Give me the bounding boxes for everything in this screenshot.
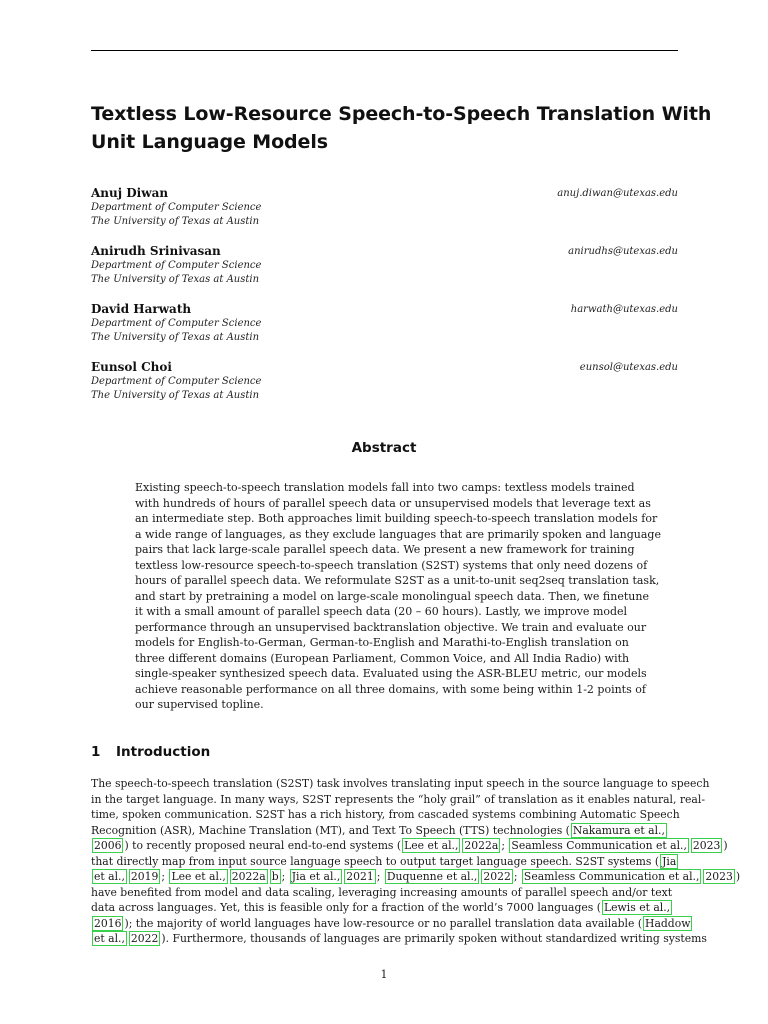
text-run: ): [735, 870, 741, 883]
text-run: ;: [501, 839, 509, 852]
author-block-2: [91, 244, 678, 287]
abstract-heading: Abstract: [351, 440, 417, 456]
abstract-line: our supervised topline.: [135, 698, 264, 711]
author-email[interactable]: anuj.diwan@utexas.edu: [557, 188, 678, 199]
abstract-line: and start by pretraining a model on large-scale monolingual speech data. Then, we finetune: [135, 589, 649, 603]
abstract-line: achieve reasonable performance on all three domains, with some being within 1-2 points of: [135, 682, 646, 696]
author-email[interactable]: harwath@utexas.edu: [570, 304, 678, 315]
intro-line: [91, 916, 691, 932]
intro-line: [91, 823, 681, 839]
abstract-line: performance through an unsupervised backtranslation objective. We train and evaluate our: [135, 620, 647, 634]
intro-line: [91, 869, 741, 885]
text-run: ): [723, 839, 728, 852]
citation-link[interactable]: 2023: [705, 870, 733, 883]
author-block-4: [91, 360, 678, 403]
text-run: ;: [161, 870, 169, 883]
author-department: Department of Computer Science: [91, 260, 262, 271]
citation-link[interactable]: 2022: [130, 932, 159, 945]
author-university: The University of Texas at Austin: [91, 390, 260, 401]
title-line-1: Textless Low-Resource Speech-to-Speech Translation With: [91, 103, 712, 125]
citation-link[interactable]: 2022a: [231, 870, 266, 883]
intro-line: The speech-to-speech translation (S2ST) task involves translating input speech in the source language to speech: [91, 777, 710, 790]
text-run: Recognition (ASR), Machine Translation (MT), and Text To Speech (TTS) technologies (: [91, 823, 570, 837]
author-email[interactable]: eunsol@utexas.edu: [579, 362, 678, 373]
author-name: David Harwath: [91, 302, 192, 316]
author-block-3: [91, 302, 678, 345]
citation-link[interactable]: Haddow: [645, 916, 691, 930]
author-block-1: [91, 186, 678, 229]
citation-link[interactable]: Duquenne et al.,: [386, 870, 478, 883]
citation-link[interactable]: 2016: [94, 916, 122, 930]
title-line-2: Unit Language Models: [91, 131, 328, 153]
citation-link[interactable]: Lee et al.,: [404, 839, 459, 852]
citation-link[interactable]: 2022: [483, 870, 511, 883]
author-university: The University of Texas at Austin: [91, 274, 260, 285]
citation-link[interactable]: Lee et al.,: [171, 870, 226, 883]
author-name: Anirudh Srinivasan: [91, 244, 221, 258]
text-run: ;: [281, 870, 289, 883]
author-university: The University of Texas at Austin: [91, 332, 260, 343]
author-department: Department of Computer Science: [91, 376, 262, 387]
abstract-line: a wide range of languages, as they exclude languages that are primarily spoken and language: [135, 527, 661, 541]
author-department: Department of Computer Science: [91, 202, 262, 213]
intro-line: time, spoken communication. S2ST has a rich history, from cascaded systems combining Automatic Speech: [91, 808, 680, 821]
text-run: ). Furthermore, thousands of languages are primarily spoken without standardized writing systems: [161, 932, 707, 945]
page-number: 1: [380, 968, 388, 981]
text-run: ) to recently proposed neural end-to-end systems (: [124, 839, 402, 852]
abstract-line: with hundreds of hours of parallel speech data or unsupervised models that leverage text as: [135, 496, 651, 510]
text-run: ); the majority of world languages have low-resource or no parallel translation data available (: [124, 916, 643, 930]
intro-line: [91, 900, 681, 916]
abstract-line: it with a small amount of parallel speech data (20 – 60 hours). Lastly, we improve model: [135, 605, 628, 618]
author-department: Department of Computer Science: [91, 318, 262, 329]
top-rule: [91, 50, 678, 51]
intro-line: have benefited from model and data scaling, leveraging increasing amounts of parallel speech and/or text: [91, 885, 673, 899]
paper-title: [91, 100, 712, 156]
citation-link[interactable]: Lewis et al.,: [603, 901, 671, 914]
abstract-line: Existing speech-to-speech translation models fall into two camps: textless models trained: [135, 481, 635, 494]
citation-link[interactable]: 2022a: [464, 839, 499, 852]
abstract-line: models for English-to-German, German-to-English and Marathi-to-English translation on: [135, 636, 629, 649]
section-title: Introduction: [116, 744, 211, 760]
abstract-line: pairs that lack large-scale parallel speech data. We present a new framework for training: [135, 543, 635, 556]
citation-link[interactable]: et al.,: [94, 932, 125, 945]
introduction-body: [91, 776, 741, 947]
abstract-line: three different domains (European Parliament, Common Voice, and All India Radio) with: [135, 651, 630, 665]
citation-link[interactable]: Seamless Communication et al.,: [523, 870, 700, 883]
author-name: Anuj Diwan: [91, 186, 169, 200]
citation-link[interactable]: b: [271, 870, 279, 883]
citation-link[interactable]: 2019: [130, 870, 159, 883]
citation-link[interactable]: Jia: [662, 854, 677, 868]
intro-line: [91, 854, 681, 870]
citation-link[interactable]: Jia et al.,: [291, 870, 341, 883]
intro-line: in the target language. In many ways, S2ST represents the “holy grail” of translation as it enables natural, real-: [91, 792, 705, 806]
author-email[interactable]: anirudhs@utexas.edu: [568, 246, 678, 257]
text-run: data across languages. Yet, this is feasible only for a fraction of the world’s 7000 languages (: [91, 901, 601, 914]
citation-link[interactable]: Nakamura et al.,: [572, 823, 665, 837]
abstract-line: single-speaker synthesized speech data. Evaluated using the ASR-BLEU metric, our models: [135, 667, 647, 680]
author-name: Eunsol Choi: [91, 360, 172, 374]
abstract-body: [135, 480, 661, 713]
citation-link[interactable]: 2021: [346, 870, 374, 883]
abstract-line: an intermediate step. Both approaches limit building speech-to-speech translation models for: [135, 512, 658, 525]
intro-line: [91, 931, 707, 947]
abstract-line: hours of parallel speech data. We reformulate S2ST as a unit-to-unit seq2seq translation task,: [135, 574, 660, 587]
abstract-line: textless low-resource speech-to-speech translation (S2ST) systems that only need dozens of: [135, 558, 648, 572]
intro-line: [91, 838, 728, 854]
citation-link[interactable]: 2006: [94, 839, 122, 852]
section-heading-introduction: [91, 743, 210, 761]
text-run: ;: [513, 870, 521, 883]
text-run: ;: [376, 870, 384, 883]
text-run: that directly map from input source language speech to output target language speech. S2ST systems (: [91, 854, 660, 868]
citation-link[interactable]: 2023: [692, 839, 721, 852]
citation-link[interactable]: et al.,: [94, 870, 125, 883]
citation-link[interactable]: Seamless Communication et al.,: [511, 839, 687, 852]
section-number: 1: [91, 744, 101, 760]
author-university: The University of Texas at Austin: [91, 216, 260, 227]
